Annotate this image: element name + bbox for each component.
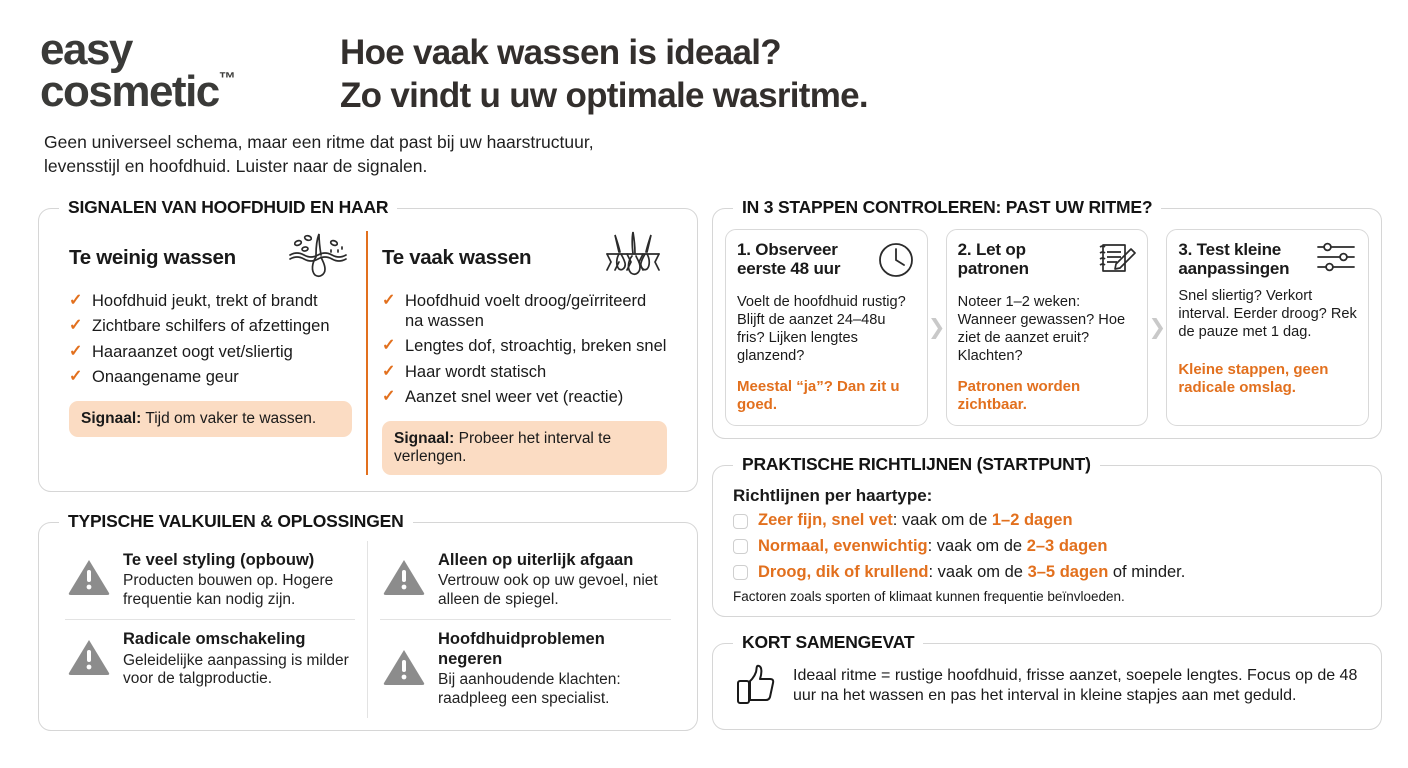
step-connector	[1148, 229, 1166, 426]
step-accent: Patronen worden zichtbaar.	[957, 378, 1081, 414]
step-card-1	[725, 229, 928, 426]
step-body: Snel sliertig? Verkort interval. Eerder droog? Rek de pauze met 1 dag.	[1178, 287, 1357, 341]
step-body: Noteer 1–2 weken: Wanneer gewassen? Hoe ziet de aanzet eruit? Klachten?	[957, 293, 1126, 365]
guidelines-panel	[712, 454, 1382, 616]
step-accent: Meestal “ja”? Dan zit u goed.	[737, 378, 900, 414]
list-item	[380, 619, 671, 718]
hair-type-frequency: 2–3 dagen	[1026, 537, 1108, 556]
hair-follicle-flakes-icon	[284, 231, 352, 284]
step-body: Voelt de hoofdhuid rustig? Blijft de aanzet 24–48u fris? Lijken lengtes glanzend?	[737, 293, 906, 365]
brand-line-1: easy	[40, 25, 132, 74]
signal-group-too-often	[368, 231, 681, 475]
checkbox-hair-type-3[interactable]	[733, 565, 748, 580]
hair-type-mid: : vaak om de	[927, 537, 1027, 556]
check-icon: ✓	[69, 342, 83, 360]
step-connector	[928, 229, 946, 426]
hair-type-label: Droog, dik of krullend	[758, 562, 929, 581]
steps-panel	[712, 196, 1382, 439]
guidelines-note: Factoren zoals sporten of klimaat kunnen frequentie beïnvloeden.	[733, 588, 1125, 604]
chevron-right-icon: ❯	[1148, 316, 1167, 340]
list-item: ✓ Zichtbare schilfers of afzettingen	[69, 317, 330, 336]
check-icon: ✓	[382, 337, 396, 355]
steps-panel-title: IN 3 STAPPEN CONTROLEREN: PAST UW RITME?	[733, 197, 1161, 218]
signal-text: Probeer het interval te verlengen.	[394, 429, 612, 465]
step-accent: Kleine stappen, geen radicale omslag.	[1178, 361, 1329, 397]
step-title: 2. Let op patronen	[957, 239, 1029, 279]
list-item[interactable]	[733, 537, 1361, 557]
guidelines-subtitle: Richtlijnen per haartype:	[733, 486, 933, 506]
content-columns	[0, 178, 1408, 731]
list-item: ✓ Aanzet snel weer vet (reactie)	[382, 388, 624, 407]
checkbox-hair-type-1[interactable]	[733, 514, 748, 529]
clock-icon	[876, 240, 916, 285]
warning-triangle-icon	[382, 647, 426, 692]
pitfalls-right-column	[368, 541, 683, 719]
signal-label: Signaal:	[394, 429, 455, 447]
list-item	[65, 619, 355, 699]
signal-group-too-little	[55, 231, 368, 475]
list-item: ✓ Haaraanzet oogt vet/sliertig	[69, 342, 293, 361]
step-card-2	[946, 229, 1149, 426]
checkbox-hair-type-2[interactable]	[733, 539, 748, 554]
list-item: ✓ Onaangename geur	[69, 368, 239, 387]
step-card-3	[1166, 229, 1369, 426]
summary-panel-title: KORT SAMENGEVAT	[733, 632, 923, 653]
pitfall-title: Hoofdhuidproblemen negeren	[438, 630, 605, 668]
warning-triangle-icon	[67, 637, 111, 682]
hair-type-mid: : vaak om de	[892, 511, 992, 530]
check-icon: ✓	[69, 317, 83, 335]
list-item: ✓ Hoofdhuid voelt droog/geïrriteerd na wassen	[382, 291, 647, 331]
pitfall-title: Te veel styling (opbouw)	[123, 550, 315, 569]
warning-triangle-icon	[67, 557, 111, 602]
signal-callout-too-little	[69, 401, 352, 437]
signal-list-too-little	[69, 291, 352, 388]
guidelines-panel-title: PRAKTISCHE RICHTLIJNEN (STARTPUNT)	[733, 454, 1100, 475]
notepad-pencil-icon	[1094, 240, 1136, 285]
warning-triangle-icon	[382, 557, 426, 602]
list-item: ✓ Haar wordt statisch	[382, 362, 547, 381]
left-column	[38, 192, 698, 731]
summary-text: Ideaal ritme = rustige hoofdhuid, frisse aanzet, soepele lengtes. Focus op de 48 uur na het wassen en pas het interval in kleine stapjes aan met geduld.	[793, 666, 1358, 705]
check-icon: ✓	[69, 291, 83, 309]
title-line-1: Hoe vaak wassen is ideaal?	[340, 33, 781, 72]
signals-panel	[38, 196, 698, 492]
signal-text: Tijd om vaker te wassen.	[145, 409, 317, 427]
thumbs-up-icon	[733, 662, 779, 711]
right-column	[712, 192, 1382, 730]
signal-label: Signaal:	[81, 409, 142, 427]
pitfall-text: Bij aanhoudende klachten: raadpleeg een specialist.	[438, 671, 621, 707]
page-title	[340, 26, 868, 117]
list-item[interactable]	[733, 563, 1361, 583]
check-icon: ✓	[69, 368, 83, 386]
intro-text: Geen universeel schema, maar een ritme dat past bij uw haarstructuur, levensstijl en hoofdhuid. Luister naar de signalen.	[44, 132, 594, 176]
signal-callout-too-often	[382, 421, 667, 475]
check-icon: ✓	[382, 388, 396, 406]
step-title: 1. Observeer eerste 48 uur	[737, 239, 841, 279]
hair-type-frequency: 3–5 dagen	[1027, 562, 1109, 581]
check-icon: ✓	[382, 362, 396, 380]
check-icon: ✓	[382, 291, 396, 309]
summary-panel	[712, 631, 1382, 730]
signals-panel-title: SIGNALEN VAN HOOFDHUID EN HAAR	[59, 197, 397, 218]
pitfalls-panel	[38, 510, 698, 732]
chevron-right-icon: ❯	[927, 316, 946, 340]
pitfall-text: Geleidelijke aanpassing is milder voor de talgproductie.	[123, 651, 349, 688]
brand-line-2: cosmetic™	[40, 66, 236, 116]
list-item[interactable]	[733, 511, 1361, 531]
step-title: 3. Test kleine aanpassingen	[1178, 239, 1290, 279]
pitfall-title: Radicale omschakeling	[123, 630, 306, 649]
hair-type-mid: : vaak om de	[928, 562, 1028, 581]
list-item	[65, 541, 355, 620]
hair-type-tail: of minder.	[1108, 562, 1186, 581]
pitfall-text: Vertrouw ook op uw gevoel, niet alleen de spiegel.	[438, 572, 658, 608]
pitfalls-panel-title: TYPISCHE VALKUILEN & OPLOSSINGEN	[59, 511, 413, 532]
pitfall-text: Producten bouwen op. Hogere frequentie kan nodig zijn.	[123, 572, 334, 608]
multiple-hair-follicles-icon	[599, 230, 667, 285]
list-item: ✓ Lengtes dof, stroachtig, breken snel	[382, 337, 667, 356]
sliders-icon	[1315, 240, 1357, 279]
header	[0, 0, 1408, 117]
signal-heading-too-often: Te vaak wassen	[382, 245, 532, 269]
hair-type-label: Zeer fijn, snel vet	[758, 511, 893, 530]
trademark-symbol: ™	[218, 68, 236, 88]
hair-type-frequency: 1–2 dagen	[991, 511, 1073, 530]
title-line-2: Zo vindt u uw optimale wasritme.	[340, 75, 868, 115]
hair-type-label: Normaal, evenwichtig	[758, 537, 928, 556]
brand-logo	[40, 25, 340, 116]
signal-list-too-often	[382, 291, 667, 408]
pitfall-title: Alleen op uiterlijk afgaan	[438, 550, 634, 569]
guidelines-list	[733, 511, 1361, 582]
list-item: ✓ Hoofdhuid jeukt, trekt of brandt	[69, 291, 318, 310]
signal-heading-too-little: Te weinig wassen	[69, 245, 236, 269]
pitfalls-left-column	[53, 541, 368, 719]
list-item	[380, 541, 671, 620]
